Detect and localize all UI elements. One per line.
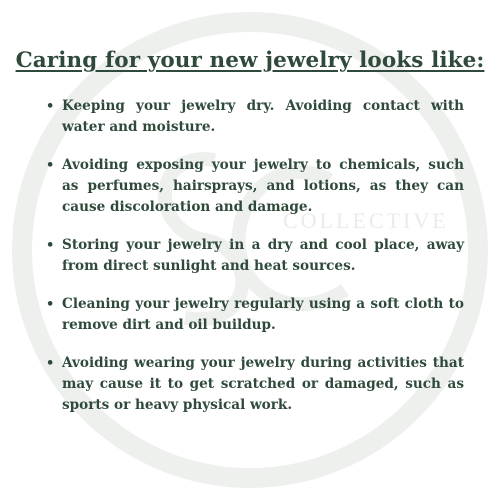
care-list xyxy=(40,96,464,433)
bullet-icon: • xyxy=(46,356,55,371)
page-title: Caring for your new jewelry looks like: xyxy=(15,48,485,73)
bullet-icon: • xyxy=(46,297,55,312)
list-item xyxy=(40,96,464,138)
list-item-text: Avoiding exposing your jewelry to chemicals, such as perfumes, hairsprays, and lotions, as they can cause discoloration and damage. xyxy=(62,157,464,215)
list-item-text: Avoiding wearing your jewelry during activities that may cause it to get scratched or damaged, such as sports or heavy physical work. xyxy=(62,355,464,413)
list-item xyxy=(40,294,464,336)
list-item-text: Keeping your jewelry dry. Avoiding contact with water and moisture. xyxy=(62,98,464,135)
list-item xyxy=(40,155,464,218)
watermark-text: COLLECTIVE xyxy=(283,208,449,233)
list-item xyxy=(40,353,464,416)
list-item xyxy=(40,235,464,277)
list-item-text: Cleaning your jewelry regularly using a soft cloth to remove dirt and oil buildup. xyxy=(62,296,464,333)
list-item-text: Storing your jewelry in a dry and cool place, away from direct sunlight and heat sources. xyxy=(62,237,464,274)
bullet-icon: • xyxy=(46,158,55,173)
bullet-icon: • xyxy=(46,238,55,253)
bullet-icon: • xyxy=(46,99,55,114)
